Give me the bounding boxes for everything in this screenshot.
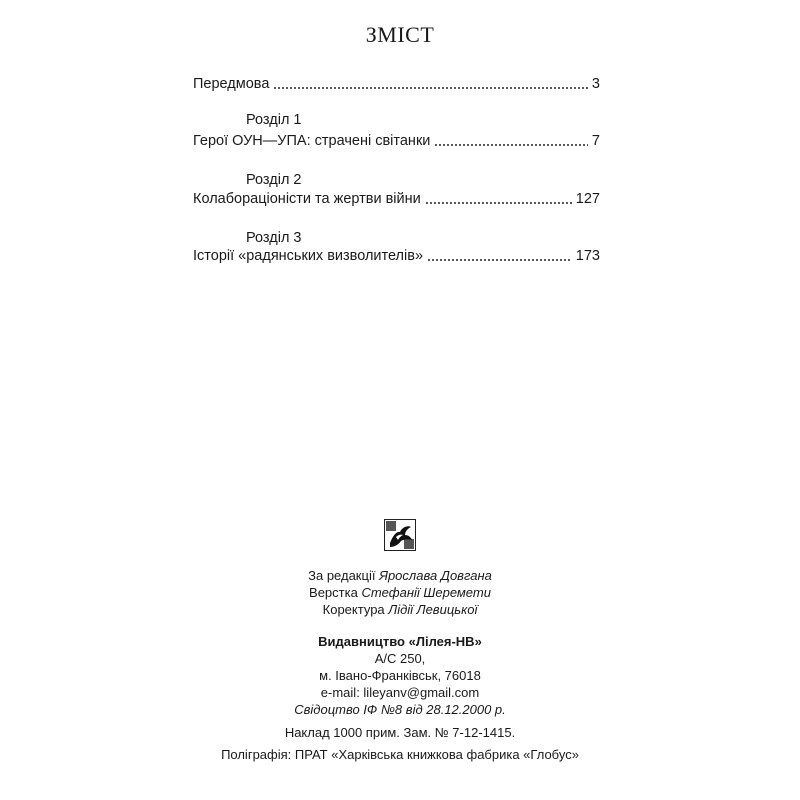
toc-leader-dots xyxy=(425,202,572,204)
publisher-email[interactable]: e-mail: lileyanv@gmail.com xyxy=(320,685,480,700)
toc-leader-dots xyxy=(434,144,588,146)
page-title: ЗМІСТ xyxy=(365,22,435,47)
toc-entry-title: Передмова xyxy=(193,76,270,92)
toc-entry-title: Історії «радянських визволителів» xyxy=(193,248,424,264)
toc-entry-title: Колабораціоністи та жертви війни xyxy=(193,191,421,207)
toc-row-section-3[interactable] xyxy=(193,246,600,264)
toc-row-preface[interactable] xyxy=(193,74,600,92)
credit-role: Верстка xyxy=(309,585,358,600)
toc-page-number: 173 xyxy=(575,248,600,264)
credit-name: Лідії Левицької xyxy=(388,602,478,617)
publisher-name: Видавництво «Лілея-НВ» xyxy=(318,634,482,649)
publisher-city: м. Івано-Франківськ, 76018 xyxy=(319,668,481,683)
printing-house: Поліграфія: ПРАТ «Харківська книжкова фабрика «Глобус» xyxy=(221,747,579,762)
credit-role: Коректура xyxy=(322,602,385,617)
publisher-po-box: А/С 250, xyxy=(374,651,426,666)
toc-leader-dots xyxy=(273,87,588,89)
publisher-logo-icon xyxy=(384,519,416,551)
toc-row-section-1[interactable] xyxy=(193,131,600,149)
credit-editor xyxy=(0,568,800,583)
toc-page-number: 127 xyxy=(575,191,600,207)
credit-name: Ярослава Довгана xyxy=(379,568,492,583)
toc-leader-dots xyxy=(427,259,572,261)
credit-layout xyxy=(0,585,800,600)
credit-proofreading xyxy=(0,602,800,617)
toc-entry-title: Герої ОУН—УПА: страчені світанки xyxy=(193,133,431,149)
toc-section-label: Розділ 2 xyxy=(246,172,302,188)
toc-page-number: 3 xyxy=(591,76,600,92)
publisher-certificate: Свідоцтво ІФ №8 від 28.12.2000 р. xyxy=(294,702,506,717)
toc-row-section-2[interactable] xyxy=(193,189,600,207)
toc-section-label: Розділ 3 xyxy=(246,230,302,246)
toc-page-number: 7 xyxy=(591,133,600,149)
toc-section-label: Розділ 1 xyxy=(246,112,302,128)
print-run: Наклад 1000 прим. Зам. № 7-12-1415. xyxy=(284,725,516,740)
credit-role: За редакції xyxy=(308,568,376,583)
credit-name: Стефанії Шеремети xyxy=(361,585,491,600)
